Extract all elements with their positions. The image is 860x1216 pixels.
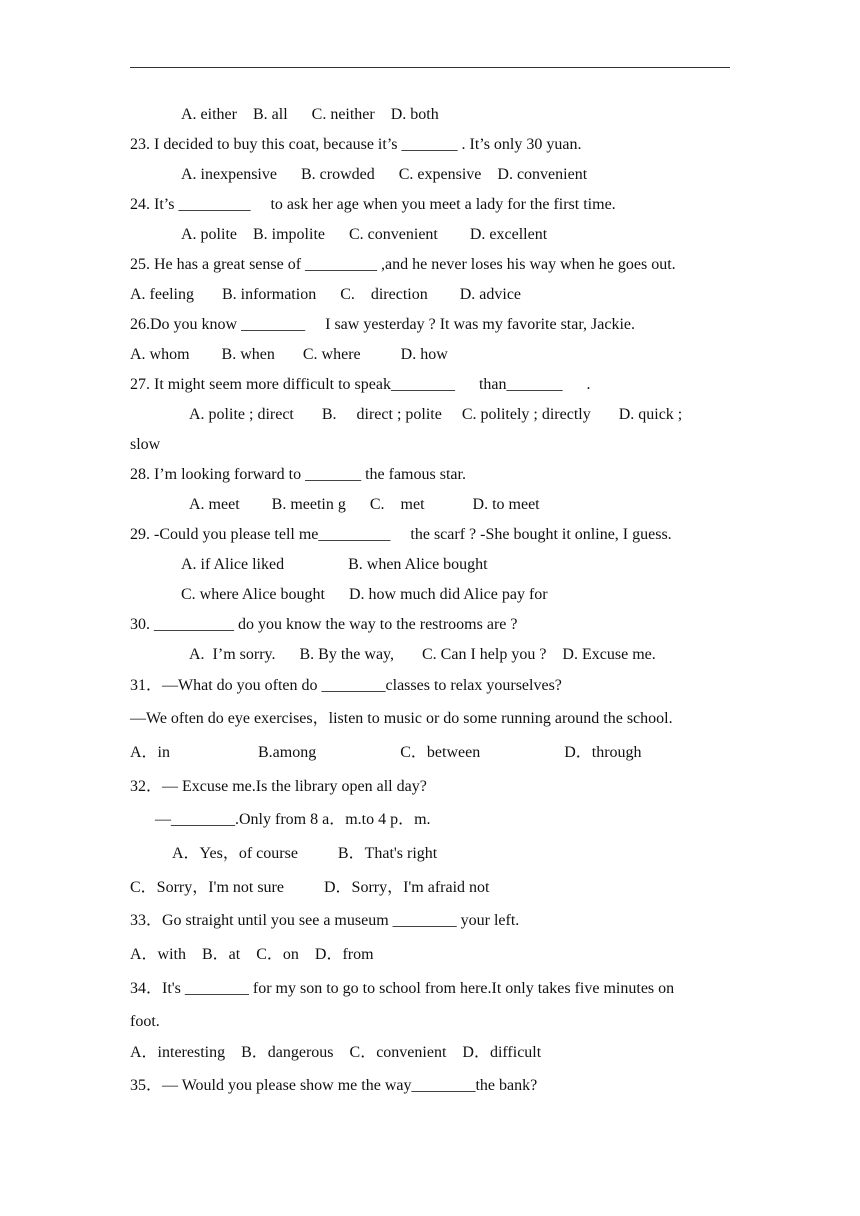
q26-options: A. whom B. when C. where D. how <box>130 346 448 363</box>
q26-stem: 26.Do you know ________ I saw yesterday ? It was my favorite star, Jackie. <box>130 316 636 333</box>
q35-stem: 35．— Would you please show me the way________the bank? <box>130 1077 538 1094</box>
q33-stem: 33．Go straight until you see a museum ________ your left. <box>130 912 520 929</box>
q25-options: A. feeling B. information C. direction D. advice <box>130 286 522 303</box>
q32-response: —________.Only from 8 a．m.to 4 p．m. <box>155 811 431 828</box>
header-rule <box>130 67 730 68</box>
q27-options-wrap: slow <box>130 436 161 453</box>
q32-stem: 32．— Excuse me.Is the library open all day? <box>130 778 427 795</box>
q28-stem: 28. I’m looking forward to _______ the famous star. <box>130 466 466 483</box>
q27-options: A. polite ; direct B. direct ; polite C. politely ; directly D. quick ; <box>189 406 683 423</box>
q32-options-cd: C．Sorry，I'm not sure D．Sorry，I'm afraid not <box>130 879 490 896</box>
q22-options: A. either B. all C. neither D. both <box>181 106 439 123</box>
q23-options: A. inexpensive B. crowded C. expensive D. convenient <box>181 166 588 183</box>
q29-options-ab: A. if Alice liked B. when Alice bought <box>181 556 488 573</box>
q25-stem: 25. He has a great sense of _________ ,and he never loses his way when he goes out. <box>130 256 676 273</box>
q33-options: A．with B．at C．on D．from <box>130 946 374 963</box>
q28-options: A. meet B. meetin g C. met D. to meet <box>189 496 540 513</box>
q24-stem: 24. It’s _________ to ask her age when you meet a lady for the first time. <box>130 196 616 213</box>
q34-stem: 34．It's ________ for my son to go to school from here.It only takes five minutes on <box>130 980 675 997</box>
q23-stem: 23. I decided to buy this coat, because it’s _______ . It’s only 30 yuan. <box>130 136 582 153</box>
q29-stem: 29. -Could you please tell me_________ the scarf ? -She bought it online, I guess. <box>130 526 672 543</box>
q30-options: A. I’m sorry. B. By the way, C. Can I help you ? D. Excuse me. <box>189 646 656 663</box>
q31-response: —We often do eye exercises，listen to music or do some running around the school. <box>130 710 673 727</box>
q24-options: A. polite B. impolite C. convenient D. excellent <box>181 226 548 243</box>
q30-stem: 30. __________ do you know the way to the restrooms are ? <box>130 616 518 633</box>
q32-options-ab: A．Yes，of course B．That's right <box>172 845 438 862</box>
q27-stem: 27. It might seem more difficult to speak________ than_______ . <box>130 376 591 393</box>
q34-stem-wrap: foot. <box>130 1013 160 1030</box>
q31-options: A．in B.among C．between D．through <box>130 744 642 761</box>
q31-stem: 31．—What do you often do ________classes to relax yourselves? <box>130 677 562 694</box>
q34-options: A．interesting B．dangerous C．convenient D．difficult <box>130 1044 542 1061</box>
q29-options-cd: C. where Alice bought D. how much did Alice pay for <box>181 586 548 603</box>
